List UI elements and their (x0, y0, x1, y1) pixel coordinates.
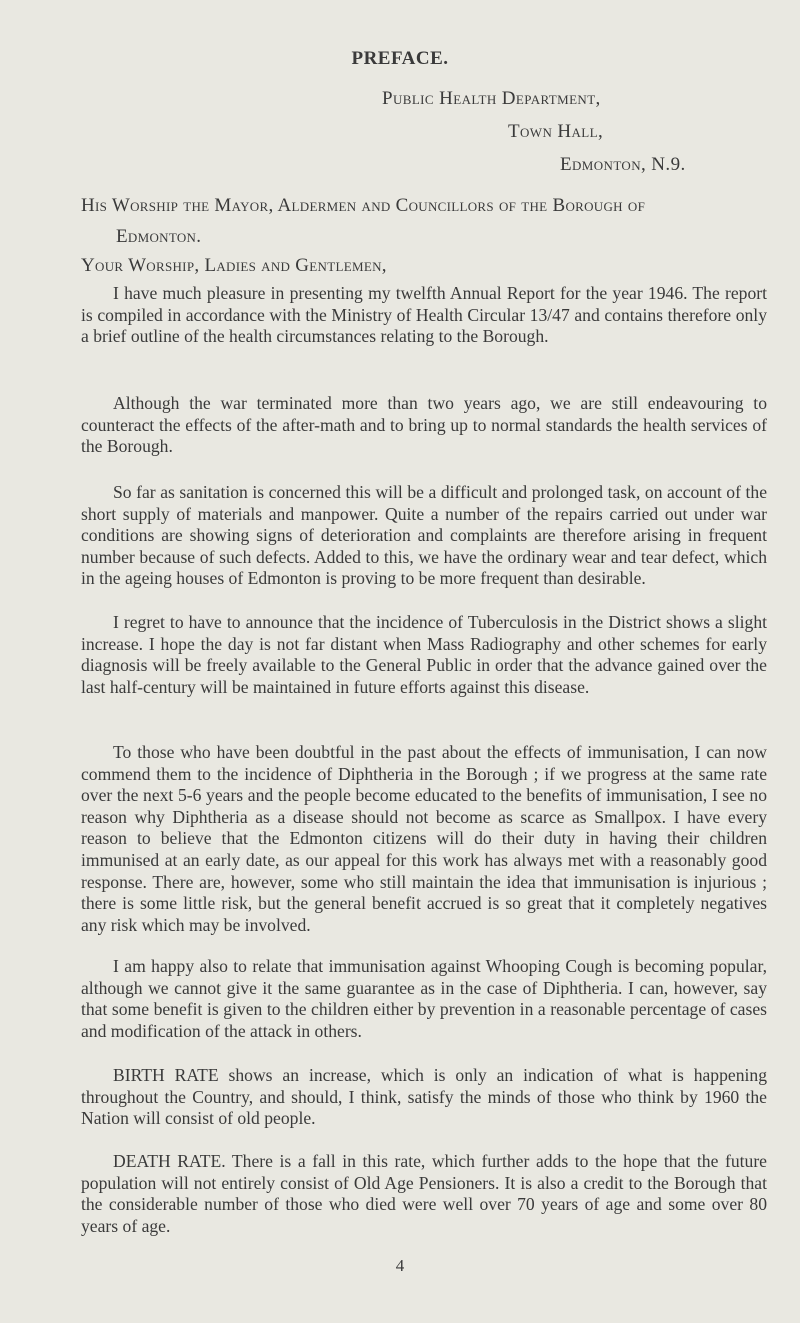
paragraph-diphtheria-immunisation: To those who have been doubtful in the past about the effects of immunisation, I can now commend them to the incidence of Diphtheria in the Borough ; if we progress at the same rate over the next 5-6 years and the people become educated to the benefits of immunisation, I see no reason why Diphtheria as a disease should not become as scarce as Smallpox. I have every reason to believe that the Edmonton citizens will do their duty in having their children immunised at an early date, as our appeal for this work has always met with a reasonably good response. There are, however, some who still maintain the idea that immunisation is injurious ; there is some little risk, but the general benefit accrued is so great that it completely negatives any risk which may be involved. (81, 742, 767, 935)
paragraph-tuberculosis: I regret to have to announce that the incidence of Tuberculosis in the District shows a slight increase. I hope the day is not far distant when Mass Radiography and other schemes for early diagnosis will be freely available to the General Public in order that the advance gained over the last half-century will be maintained in future efforts against this disease. (81, 612, 767, 697)
address-line-locality: Edmonton, N.9. (560, 154, 686, 175)
paragraph-sanitation: So far as sanitation is concerned this will be a difficult and prolonged task, on account of the short supply of materials and manpower. Quite a number of the repairs carried out under war conditions are showing signs of deterioration and complaints are therefore arising in frequent number because of such defects. Added to this, we have the ordinary wear and tear defect, which in the ageing houses of Edmonton is proving to be more frequent than desirable. (81, 482, 767, 589)
page-title: PREFACE. (351, 48, 449, 69)
paragraph-whooping-cough: I am happy also to relate that immunisation against Whooping Cough is becoming popular, although we cannot give it the same guarantee as in the case of Diphtheria. I can, however, say that some benefit is given to the children either by prevention in a reasonable percentage of cases and modification of the attack in others. (81, 956, 767, 1041)
addressee-line-1: His Worship the Mayor, Aldermen and Councillors of the Borough of (81, 195, 646, 216)
addressee-line-2: Edmonton. (116, 226, 202, 247)
addressee (81, 190, 771, 252)
paragraph-annual-report: I have much pleasure in presenting my twelfth Annual Report for the year 1946. The report is compiled in accordance with the Ministry of Health Circular 13/47 and contains therefore only a brief outline of the health circumstances relating to the Borough. (81, 283, 767, 347)
address-line-town-hall: Town Hall, (508, 121, 604, 142)
salutation: Your Worship, Ladies and Gentlemen, (81, 255, 387, 276)
address-line-department: Public Health Department, (382, 88, 601, 109)
page-number: 4 (395, 1256, 405, 1275)
paragraph-war-aftermath: Although the war terminated more than two years ago, we are still endeavouring to counteract the effects of the after-math and to bring up to normal standards the health services of the Borough. (81, 393, 767, 457)
paragraph-birth-rate: BIRTH RATE shows an increase, which is only an indication of what is happening throughout the Country, and should, I think, satisfy the minds of those who think by 1960 the Nation will consist of old people. (81, 1065, 767, 1129)
paragraph-death-rate: DEATH RATE. There is a fall in this rate, which further adds to the hope that the future population will not entirely consist of Old Age Pensioners. It is also a credit to the Borough that the considerable number of those who died were well over 70 years of age and some over 80 years of age. (81, 1151, 767, 1236)
